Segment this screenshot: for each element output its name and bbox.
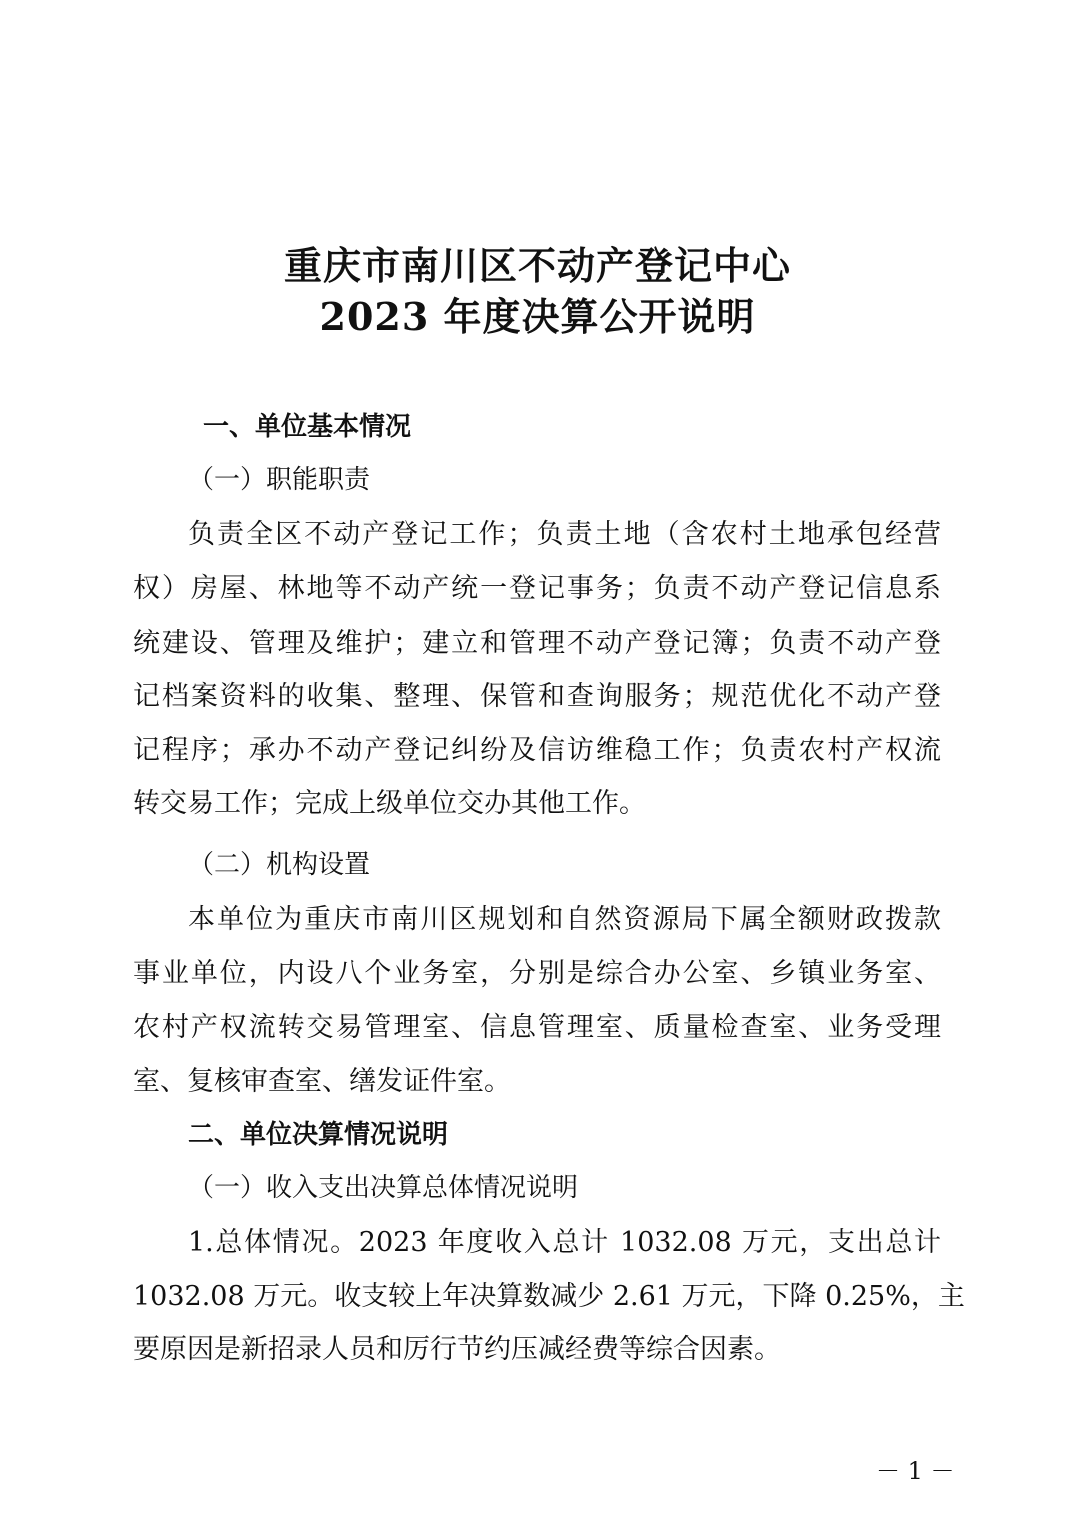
section1-sub2-heading: （二）机构设置: [188, 850, 371, 880]
section2-sub1-heading: （一）收入支出决算总体情况说明: [188, 1173, 579, 1203]
paragraph-line: 室、复核审查室、缮发证件室。: [133, 1066, 511, 1097]
document-title-line2: 2023 年度决算公开说明: [319, 294, 756, 339]
section1-heading: 一、单位基本情况: [203, 412, 412, 442]
paragraph-line: 转交易工作；完成上级单位交办其他工作。: [133, 788, 646, 819]
paragraph-line: 本单位为重庆市南川区规划和自然资源局下属全额财政拨款: [188, 904, 941, 935]
paragraph-line: 记程序；承办不动产登记纠纷及信访维稳工作；负责农村产权流: [133, 735, 941, 766]
paragraph-line: 权）房屋、林地等不动产统一登记事务；负责不动产登记信息系: [133, 573, 941, 604]
paragraph-line: 1032.08 万元。收支较上年决算数减少 2.61 万元，下降 0.25%，主: [133, 1281, 965, 1312]
paragraph-line: 要原因是新招录人员和厉行节约压减经费等综合因素。: [133, 1334, 781, 1365]
paragraph-line: 负责全区不动产登记工作；负责土地（含农村土地承包经营: [188, 519, 941, 550]
page-number: － 1 －: [876, 1457, 955, 1485]
paragraph-line: 1.总体情况。2023 年度收入总计 1032.08 万元，支出总计: [188, 1227, 941, 1258]
section2-heading: 二、单位决算情况说明: [188, 1120, 449, 1150]
section1-sub1-heading: （一）职能职责: [188, 465, 371, 495]
paragraph-line: 记档案资料的收集、整理、保管和查询服务；规范优化不动产登: [133, 681, 941, 712]
paragraph-line: 统建设、管理及维护；建立和管理不动产登记簿；负责不动产登: [133, 628, 941, 659]
paragraph-line: 农村产权流转交易管理室、信息管理室、质量检查室、业务受理: [133, 1012, 941, 1043]
paragraph-line: 事业单位，内设八个业务室，分别是综合办公室、乡镇业务室、: [133, 958, 941, 989]
document-title-line1: 重庆市南川区不动产登记中心: [283, 243, 791, 288]
